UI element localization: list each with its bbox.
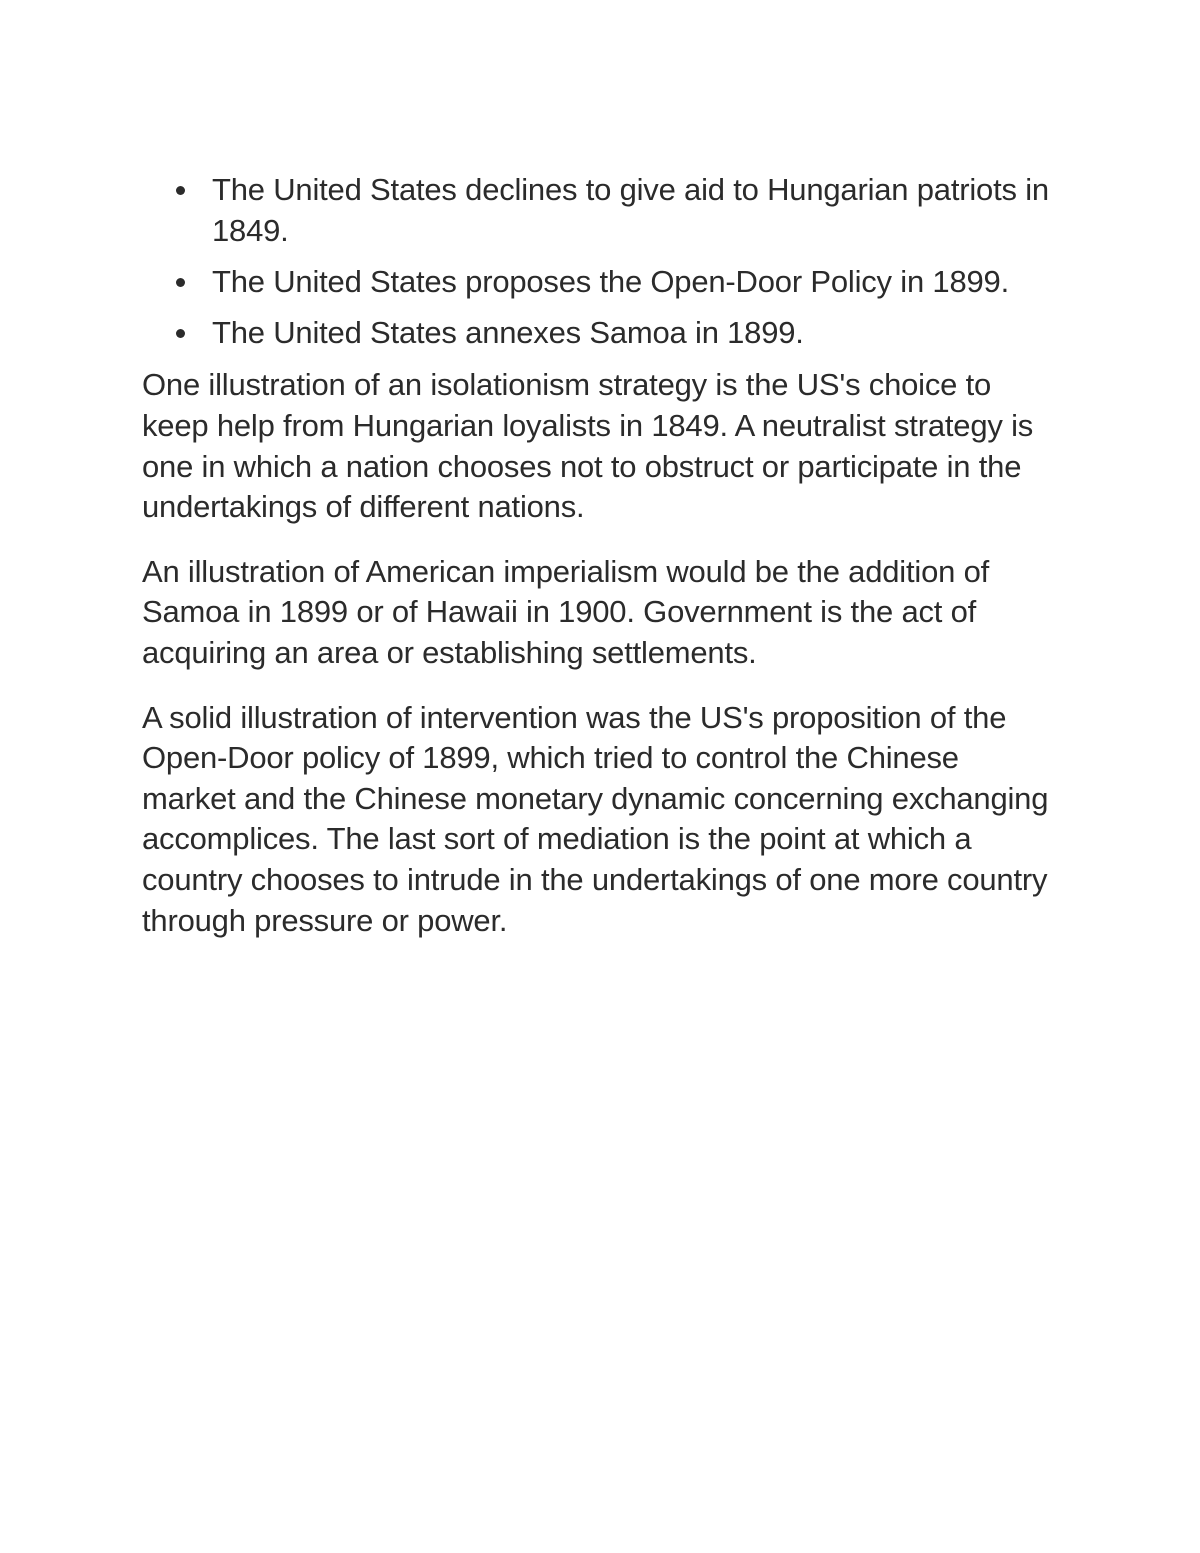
paragraph-imperialism: An illustration of American imperialism would be the addition of Samoa in 1899 or of Hawaii in 1900. Government is the act of acquiring an area or establishing settlements.: [142, 553, 990, 670]
bullet-text: The United States declines to give aid to Hungarian patriots in 1849.: [212, 172, 1049, 248]
paragraph-intervention: A solid illustration of intervention was the US's proposition of the Open-Door policy of 1899, which tried to control the Chinese market and the Chinese monetary dynamic concerning exchanging accomplices. The last sort of mediation is the point at which a country chooses to intrude in the undertakings of one more country through pressure or power.: [142, 699, 1049, 938]
bullet-item-open-door: [142, 262, 1057, 303]
bullet-text: The United States annexes Samoa in 1899.: [212, 314, 804, 350]
paragraph-isolationism: One illustration of an isolationism strategy is the US's choice to keep help from Hungarian loyalists in 1849. A neutralist strategy is one in which a nation chooses not to obstruct or participate in the undertakings of different nations.: [142, 367, 1034, 525]
bullet-item-samoa: [142, 313, 1057, 354]
document-body: [142, 170, 1057, 941]
bullet-item-aid-hungary: [142, 170, 1057, 251]
bullet-icon: [176, 329, 185, 338]
bullet-list: [142, 170, 1057, 353]
bullet-icon: [176, 278, 185, 287]
bullet-text: The United States proposes the Open-Door Policy in 1899.: [212, 263, 1009, 299]
bullet-icon: [176, 186, 185, 195]
